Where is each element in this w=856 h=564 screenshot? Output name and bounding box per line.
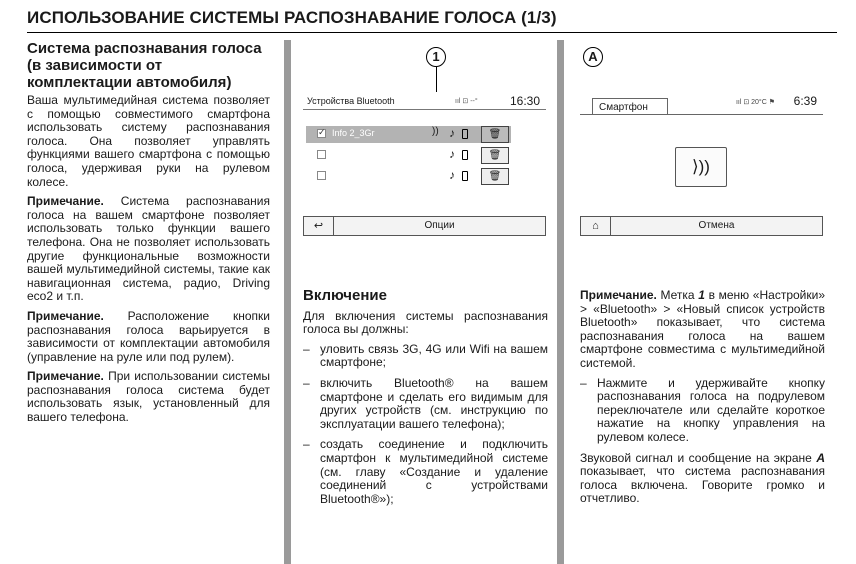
column-3 [580,289,825,512]
column-separator-2 [557,40,564,564]
cancel-button[interactable]: Отмена [698,220,735,231]
note-text: При использовании системы распознавания голоса система будет использовать язык, установленный для вашего телефона. [27,369,270,425]
note-label: Примечание. [27,194,104,209]
list-item: – включить Bluetooth® на вашем смартфоне и сделать его видимым для других устройств (см. инструкцию по эксплуатации вашего телефона); [303,377,548,431]
title-rule [27,32,837,33]
page-title: ИСПОЛЬЗОВАНИЕ СИСТЕМЫ РАСПОЗНАВАНИЕ ГОЛОСА (1/3) [27,8,557,27]
back-arrow-icon[interactable]: ↩ [304,217,334,235]
intro-paragraph: Ваша мультимедийная система позволяет с помощью совместимого смартфона использовать систему распознавания голоса. Она позволяет управлять функциями вашего смартфона с помощью голоса, удерживая руки на рулевом колесе. [27,93,270,189]
trash-icon[interactable]: 🗑 [481,126,509,143]
note-text: Расположение кнопки распознавания голоса варьируется в зависимости от комплектации автомобиля (управление на руле или под рулем). [27,308,270,364]
tab-divider [580,114,823,115]
column-1 [27,40,270,431]
device-name: Info 2_3Gr [332,128,375,138]
voice-recognition-icon: )) [432,126,439,137]
list-item: – уловить связь 3G, 4G или Wifi на вашем смартфоне; [303,343,548,370]
music-note-icon: ♪ [449,147,455,161]
phone-icon [462,150,468,160]
device-row-1[interactable] [306,126,511,143]
steps-list [303,343,548,507]
smartphone-screen [580,92,823,240]
clock: 16:30 [509,94,540,108]
options-button[interactable]: Опции [424,220,455,231]
home-icon[interactable]: ⌂ [581,217,611,235]
tab-smartphone[interactable]: Смартфон [592,98,668,115]
phone-icon [462,171,468,181]
list-item: – Нажмите и удерживайте кнопку распознавания голоса на подрулевом переключателе или сделайте короткое нажатие на кнопку управления на рулевом колесе. [580,377,825,445]
final-paragraph [580,452,825,506]
note-text: Метка [656,288,699,302]
status-bar [303,92,546,110]
section-title: Система распознавания голоса (в зависимости от комплектации автомобиля) [27,40,262,91]
note-paragraph-3 [27,370,270,424]
phone-icon [462,129,468,139]
status-indicators: ııl ⊡ 20°C ⚑ [735,99,775,106]
device-row-3[interactable] [306,168,511,185]
voice-recognition-button[interactable]: ⟩)) [675,147,727,187]
status-divider [303,109,546,110]
device-checkbox[interactable] [317,129,326,138]
note-label: Примечание. [27,369,104,384]
marker-reference: 1 [698,288,705,302]
device-checkbox[interactable] [317,150,326,159]
note-text: Система распознавания голоса на вашем смартфоне позволяет использовать только функции вашего телефона. Она не позволяет использовать другие функциональные возможности вашей мультимедийной системы, такие как навигационная система, радио, Driving eco2 и т.п. [27,194,270,304]
note-label: Примечание. [580,288,657,302]
section-heading: Включение [303,287,387,304]
device-checkbox[interactable] [317,171,326,180]
callout-1: 1 [426,47,446,67]
intro-paragraph: Для включения системы распознавания голоса вы должны: [303,308,548,337]
bluetooth-devices-screen [303,92,546,240]
trash-icon[interactable]: 🗑 [481,147,509,164]
note-text: в меню «Настройки» > «Bluetooth» > «Новый список устройств Bluetooth» показывает, что система распознавания голоса на вашем смартфоне совместима с мультимедийной системой. [580,288,825,370]
column-separator-1 [284,40,291,564]
column-2 [303,289,548,513]
bottom-bar [303,216,546,236]
steps-list [580,377,825,445]
trash-icon[interactable]: 🗑 [481,168,509,185]
note-paragraph [580,289,825,371]
note-paragraph-2 [27,310,270,364]
music-note-icon: ♪ [449,126,455,140]
clock: 6:39 [793,94,817,108]
list-item: – создать соединение и подключить смартфон к мультимедийной системе (см. главу «Создание и удаление соединений с устройствами Bluetooth®»); [303,438,548,506]
callout-A: A [583,47,603,67]
note-paragraph-1 [27,195,270,304]
screen-title: Устройства Bluetooth [307,96,395,106]
final-text: показывает, что система распознавания голоса включена. Говорите громко и отчетливо. [580,464,825,506]
music-note-icon: ♪ [449,168,455,182]
bottom-bar [580,216,823,236]
status-indicators: ııl ⊡ --° [455,98,478,105]
screen-reference: A [816,450,825,465]
note-label: Примечание. [27,308,104,323]
final-text: Звуковой сигнал и сообщение на экране [580,450,817,465]
device-row-2[interactable] [306,147,511,164]
